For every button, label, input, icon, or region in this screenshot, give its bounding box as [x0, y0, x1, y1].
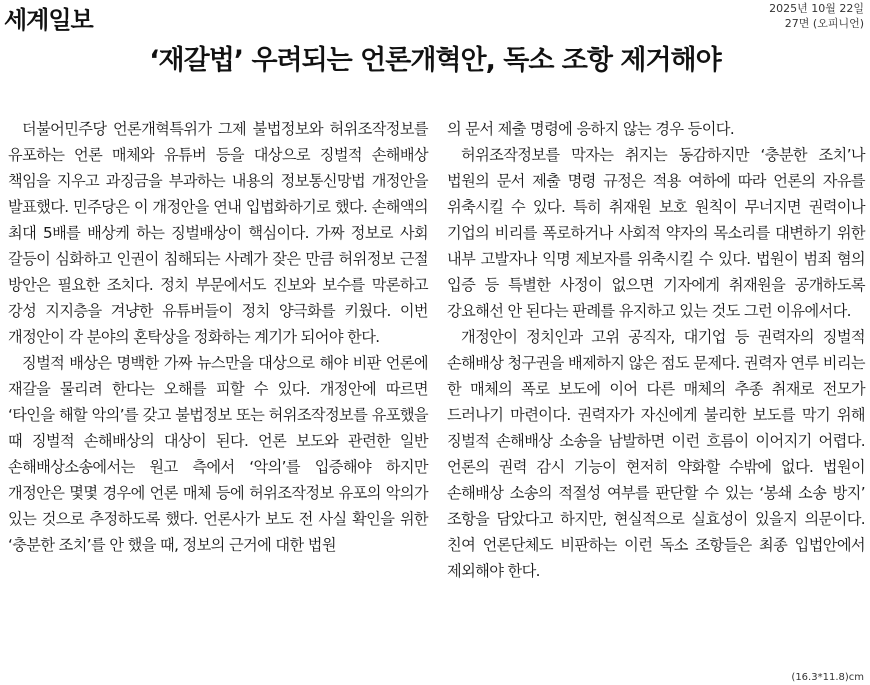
article-headline: ‘재갈법’ 우려되는 언론개혁안, 독소 조항 제거해야: [149, 45, 721, 76]
paragraph: 징벌적 배상은 명백한 가짜 뉴스만을 대상으로 해야 비판 언론에 재갈을 물리려 한다는 오해를 피할 수 있다. 개정안에 따르면 ‘타인을 해할 악의’를 갖고 불법정보 또는 허위조작정보를 유포했을 때 징벌적 손해배상의 대상이 된다. 언론 보도와 관련한 일반 손해배상소송에서는 원고 측에서 ‘악의’를 입증해야 하지만 개정안은 몇몇 경우에 언론 매체 등에 허위조작정보 유포의 악의가 있는 것으로 추정하도록 했다. 언론사가 보도 전 사실 확인을 위한 ‘충분한 조치’를 안 했을 때, 정보의 근거에 대한 법원: [8, 354, 428, 554]
publication-date: 2025년 10월 22일: [769, 2, 864, 15]
paragraph: 더불어민주당 언론개혁특위가 그제 불법정보와 허위조작정보를 유포하는 언론 매체와 유튜버 등을 대상으로 징벌적 손해배상 책임을 지우고 과징금을 부과하는 내용의 정보통신망법 개정안을 발표했다. 민주당은 이 개정안을 연내 입법화하기로 했다. 손해액의 최대 5배를 배상케 하는 징벌배상이 핵심이다. 가짜 정보로 사회 갈등이 심화하고 인권이 침해되는 사례가 잦은 만큼 허위정보 근절 방안은 필요한 조치다. 정치 부문에서도 진보와 보수를 막론하고 강성 지지층을 겨냥한 유튜버들이 정치 양극화를 키웠다. 이번 개정안이 각 분야의 혼탁상을 정화하는 계기가 되어야 한다.: [8, 120, 428, 346]
paragraph-continued: 의 문서 제출 명령에 응하지 않는 경우 등이다.: [447, 120, 735, 138]
paragraph: 허위조작정보를 막자는 취지는 동감하지만 ‘충분한 조치’나 법원의 문서 제출 명령 규정은 적용 여하에 따라 언론의 자유를 위축시킬 수 있다. 특히 취재원 보호 원칙이 무너지면 권력이나 기업의 비리를 폭로하거나 사회적 약자의 목소리를 대변하기 위한 내부 고발자나 익명 제보자를 위축시킬 수 있다. 법원이 범죄 혐의 입증 등 특별한 사정이 없으면 기자에게 취재원을 공개하도록 강요해선 안 된다는 판례를 유지하고 있는 것도 그런 이유에서다.: [447, 146, 865, 320]
article-column-right: [447, 116, 865, 584]
newspaper-name: 세계일보: [4, 6, 93, 34]
article-column-left: [8, 116, 428, 558]
paragraph: 개정안이 정치인과 고위 공직자, 대기업 등 권력자의 징벌적 손해배상 청구권을 배제하지 않은 점도 문제다. 권력자 연루 비리는 한 매체의 폭로 보도에 이어 다른 매체의 추종 취재로 전모가 드러나기 마련이다. 권력자가 자신에게 불리한 보도를 막기 위해 징벌적 손해배상 소송을 남발하면 이런 흐름이 이어지기 어렵다. 언론의 권력 감시 기능이 현저히 약화할 수밖에 없다. 법원이 손해배상 소송의 적절성 여부를 판단할 수 있는 ‘봉쇄 소송 방지’ 조항을 담았다고 하지만, 현실적으로 실효성이 있을지 의문이다. 친여 언론단체도 비판하는 이런 독소 조항들은 최종 입법안에서 제외해야 한다.: [447, 328, 865, 580]
article-size-note: (16.3*11.8)cm: [791, 672, 864, 683]
page-section: 27면 (오피니언): [784, 17, 864, 30]
publication-info: [769, 1, 864, 31]
